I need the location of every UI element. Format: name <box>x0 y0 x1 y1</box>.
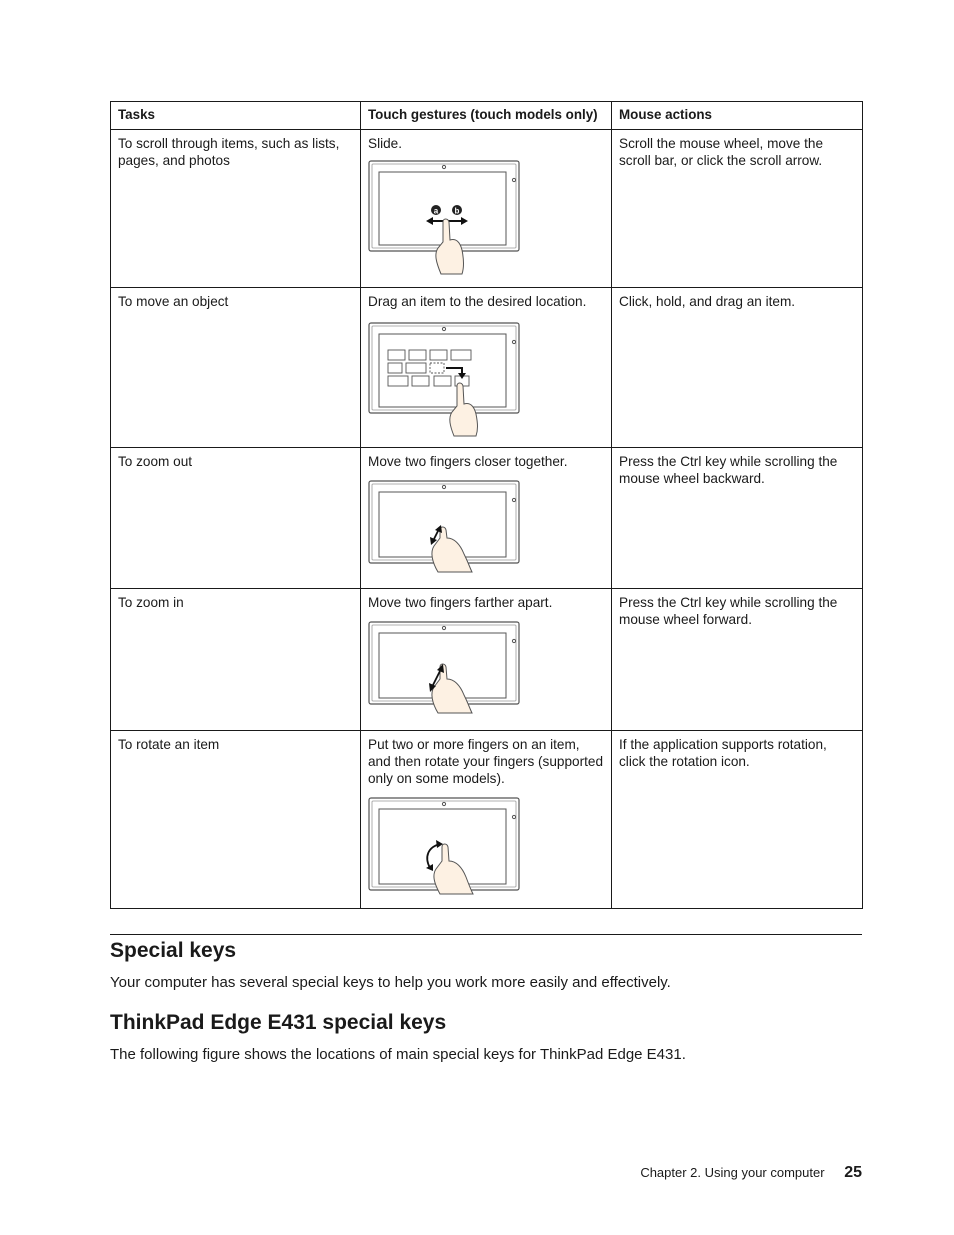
touch-cell <box>361 448 612 589</box>
pinch-gesture-icon <box>368 478 523 576</box>
section-divider <box>110 934 862 935</box>
slide-gesture-icon <box>368 158 523 275</box>
footer-chapter: Chapter 2. Using your computer <box>640 1165 825 1180</box>
touch-text: Put two or more fingers on an item, and then rotate your fingers (supported only on some models). <box>368 737 604 786</box>
task-cell: To rotate an item <box>111 731 361 909</box>
section-title: Special keys <box>110 939 237 962</box>
touch-cell <box>361 288 612 448</box>
subsection-title: ThinkPad Edge E431 special keys <box>110 1011 447 1034</box>
table-row <box>111 448 863 589</box>
mouse-cell: Press the Ctrl key while scrolling the mouse wheel forward. <box>612 589 863 731</box>
touch-text: Slide. <box>368 136 403 151</box>
table-row <box>111 288 863 448</box>
spread-gesture-icon <box>368 619 523 717</box>
header-touch-gestures: Touch gestures (touch models only) <box>361 102 612 130</box>
task-cell: To scroll through items, such as lists, pages, and photos <box>111 130 361 288</box>
mouse-cell: Click, hold, and drag an item. <box>612 288 863 448</box>
drag-gesture-icon <box>368 320 523 440</box>
table-row <box>111 731 863 909</box>
mouse-cell: Press the Ctrl key while scrolling the mouse wheel backward. <box>612 448 863 589</box>
header-mouse-actions: Mouse actions <box>612 102 863 130</box>
mouse-cell: Scroll the mouse wheel, move the scroll bar, or click the scroll arrow. <box>612 130 863 288</box>
table-row <box>111 130 863 288</box>
task-cell: To zoom in <box>111 589 361 731</box>
callout-b: b <box>454 206 460 216</box>
callout-a: a <box>433 206 439 216</box>
mouse-cell: If the application supports rotation, click the rotation icon. <box>612 731 863 909</box>
touch-text: Move two fingers farther apart. <box>368 595 553 610</box>
table-row <box>111 589 863 731</box>
touch-cell <box>361 130 612 288</box>
task-cell: To zoom out <box>111 448 361 589</box>
page-footer <box>640 1163 862 1183</box>
touch-text: Move two fingers closer together. <box>368 454 568 469</box>
gestures-table <box>110 101 863 909</box>
page-number: 25 <box>844 1164 862 1181</box>
subsection-intro: The following figure shows the locations of main special keys for ThinkPad Edge E431. <box>110 1046 686 1063</box>
header-tasks: Tasks <box>111 102 361 130</box>
touch-text: Drag an item to the desired location. <box>368 294 587 309</box>
table-header-row <box>111 102 863 130</box>
touch-cell <box>361 731 612 909</box>
task-cell: To move an object <box>111 288 361 448</box>
section-intro: Your computer has several special keys to help you work more easily and effectively. <box>110 974 671 991</box>
rotate-gesture-icon <box>368 795 523 895</box>
touch-cell <box>361 589 612 731</box>
